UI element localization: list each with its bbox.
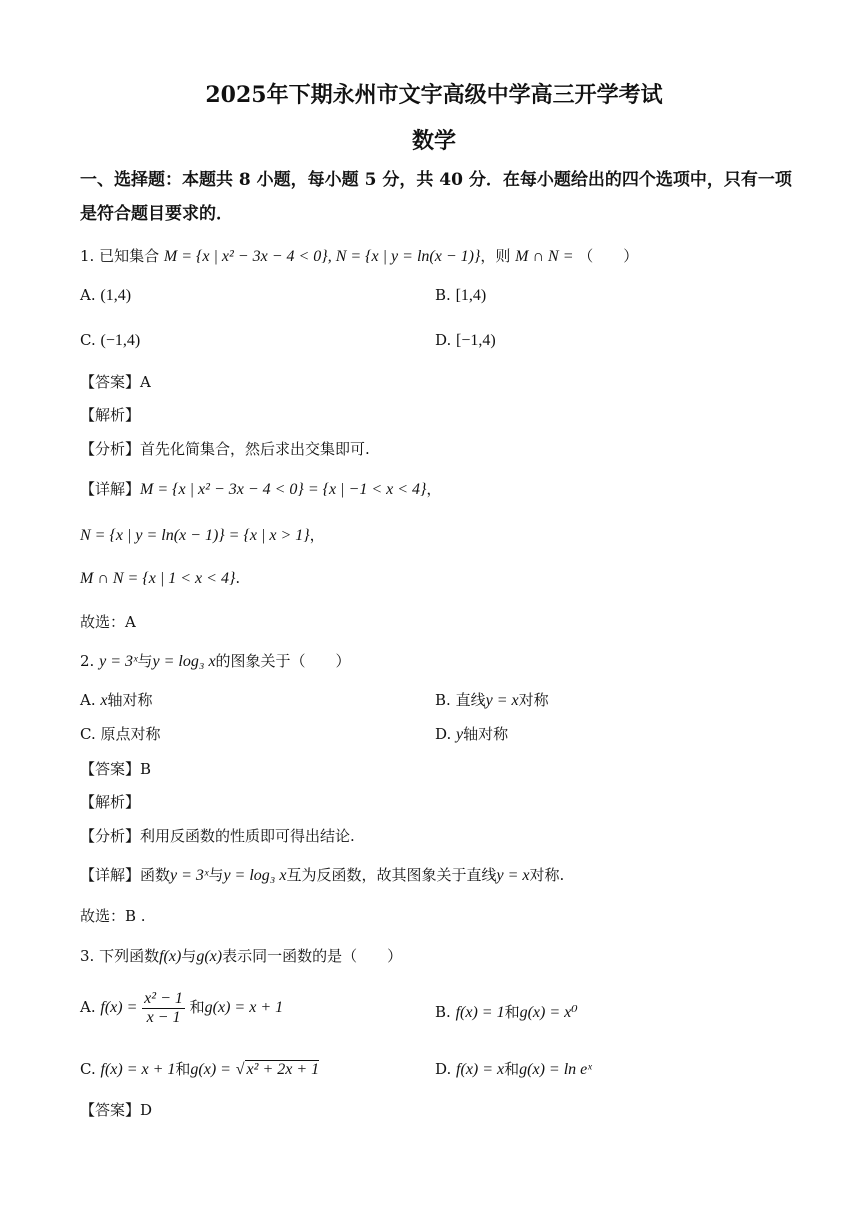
- q1-detail3-math: M ∩ N = {x | 1 < x < 4}: [80, 570, 236, 587]
- q2-detail-label: 【详解】函数: [80, 866, 171, 884]
- q2-option-c-label: C.: [80, 725, 96, 743]
- q2-expr1: y = 3ˣ: [99, 653, 138, 670]
- q1-option-a: [80, 286, 131, 305]
- q2-option-a-var: x: [100, 692, 108, 709]
- q3-option-c: [80, 1058, 319, 1079]
- q3-option-a-g: g(x) = x + 1: [204, 999, 284, 1017]
- q2-option-b-text: 对称: [518, 691, 549, 709]
- q2-option-d-text: 轴对称: [463, 725, 509, 743]
- q3-option-c-f: f(x) = x + 1: [100, 1061, 176, 1078]
- q1-choose: 故选：A: [80, 613, 136, 631]
- q3-option-b-f: f(x) = 1: [455, 1004, 505, 1021]
- q2-option-a: [80, 689, 153, 710]
- q3-option-b-g: g(x) = x⁰: [519, 1004, 578, 1021]
- q1-option-d-value: [−1,4): [456, 332, 496, 349]
- q2-option-d: [435, 723, 508, 744]
- q1-detail2-end: ，: [309, 526, 325, 544]
- q1-option-c-label: C.: [80, 331, 96, 349]
- q1-fenxi: 【分析】首先化简集合，然后求出交集即可.: [80, 440, 370, 458]
- q3-and: 与: [181, 947, 197, 965]
- q2-stem: [80, 650, 351, 671]
- q3-f: f(x): [159, 948, 182, 965]
- q3-option-b: [435, 1001, 578, 1022]
- q2-option-d-label: D.: [435, 725, 452, 743]
- q1-detail-line3: [80, 569, 240, 588]
- q1-option-c: [80, 331, 140, 350]
- q2-option-c-text: 原点对称: [100, 725, 161, 743]
- q3-number: 3. 下列函数: [80, 947, 160, 965]
- q3-option-a-label: A.: [80, 998, 96, 1017]
- q2-option-b-pre: 直线: [455, 691, 486, 709]
- q3-stem: [80, 945, 402, 966]
- q1-option-d: [435, 331, 496, 350]
- q1-detail3-end: .: [235, 569, 241, 587]
- q1-detail-label: 【详解】: [80, 480, 141, 498]
- q1-paren: （ ）: [578, 247, 639, 265]
- q2-option-b-expr: y = x: [485, 692, 519, 709]
- q3-option-d: [435, 1058, 592, 1079]
- section-heading-line2: 是符合题目要求的．: [80, 204, 233, 224]
- q1-option-c-value: (−1,4): [100, 332, 141, 349]
- q2-detail: [80, 864, 564, 885]
- q2-and: 与: [137, 652, 153, 670]
- q2-answer: 【答案】B: [80, 760, 152, 778]
- exam-title: 2025年下期永州市文宇高级中学高三开学考试: [205, 82, 663, 108]
- q2-option-b-label: B.: [435, 691, 451, 709]
- q1-number: 1. 已知集合: [80, 247, 160, 265]
- q2-option-a-label: A.: [80, 691, 96, 709]
- q1-detail1-math: M = {x | x² − 3x − 4 < 0} = {x | −1 < x < 4}: [140, 481, 427, 498]
- q3-option-b-label: B.: [435, 1003, 451, 1021]
- q2-choose: 故选：B .: [80, 907, 146, 925]
- q1-option-d-label: D.: [435, 331, 452, 349]
- q1-jiexi: 【解析】: [80, 406, 141, 424]
- q3-tail: 表示同一函数的是（ ）: [222, 947, 403, 965]
- q2-tail: 的图象关于（ ）: [215, 652, 351, 670]
- q3-option-c-label: C.: [80, 1060, 96, 1078]
- q3-option-a-fraction: [142, 990, 185, 1026]
- q1-option-b-label: B.: [435, 286, 451, 304]
- q3-answer: 【答案】D: [80, 1101, 153, 1119]
- q2-detail-e2: y = log₃ x: [223, 867, 287, 884]
- q1-then: ，则: [480, 247, 511, 265]
- q1-detail1-end: ，: [426, 480, 442, 498]
- q3-option-d-label: D.: [435, 1060, 452, 1078]
- q3-option-a-numerator: x² − 1: [144, 990, 183, 1007]
- q2-detail-e1: y = 3ˣ: [170, 867, 209, 884]
- q3-option-c-sqrt: √ x² + 2x + 1: [235, 1061, 320, 1078]
- q1-option-b-value: [1,4): [455, 287, 487, 304]
- q1-option-a-label: A.: [80, 286, 96, 304]
- q1-ask: M ∩ N =: [515, 248, 574, 265]
- q3-g: g(x): [196, 948, 223, 965]
- q2-detail-end: 对称.: [529, 866, 565, 884]
- q2-option-d-var: y: [456, 726, 464, 743]
- q3-option-d-g: g(x) = ln eˣ: [519, 1061, 592, 1078]
- q2-detail-e3: y = x: [496, 867, 530, 884]
- q2-option-b: [435, 689, 549, 710]
- q1-stem: [80, 245, 638, 266]
- section-heading-line1: 一、选择题：本题共 8 小题，每小题 5 分，共 40 分．在每小题给出的四个选项中，只有一项: [80, 170, 792, 190]
- q2-option-a-text: 轴对称: [107, 691, 153, 709]
- subject-title: 数学: [411, 128, 456, 154]
- q3-option-c-g: g(x) =: [190, 1061, 231, 1078]
- q1-sets: M = {x | x² − 3x − 4 < 0}, N = {x | y = ln(x − 1)}: [163, 248, 481, 265]
- q1-option-b: [435, 286, 486, 305]
- q1-detail2-math: N = {x | y = ln(x − 1)} = {x | x > 1}: [80, 527, 310, 544]
- q3-option-a: [80, 990, 283, 1026]
- q1-option-a-value: (1,4): [100, 287, 132, 304]
- q2-expr2: y = log₃ x: [152, 653, 216, 670]
- q2-number: 2.: [80, 652, 95, 670]
- q1-answer: 【答案】A: [80, 373, 151, 391]
- q2-fenxi: 【分析】利用反函数的性质即可得出结论.: [80, 827, 355, 845]
- q1-detail-line2: [80, 524, 325, 545]
- q3-option-a-f: f(x) =: [100, 999, 138, 1017]
- q2-detail-and: 与: [208, 866, 224, 884]
- q2-jiexi: 【解析】: [80, 793, 141, 811]
- q2-detail-mid: 互为反函数，故其图象关于直线: [286, 866, 497, 884]
- q1-detail-line1: [80, 478, 441, 499]
- q3-option-a-he: 和: [189, 998, 205, 1017]
- q3-option-a-denominator: x − 1: [146, 1008, 181, 1026]
- q3-option-b-he: 和: [504, 1003, 520, 1021]
- q3-option-d-f: f(x) = x: [456, 1061, 505, 1078]
- q2-option-c: [80, 723, 161, 744]
- q3-option-c-he: 和: [175, 1060, 191, 1078]
- q3-option-c-radicand: x² + 2x + 1: [246, 1061, 320, 1078]
- q3-option-d-he: 和: [504, 1060, 520, 1078]
